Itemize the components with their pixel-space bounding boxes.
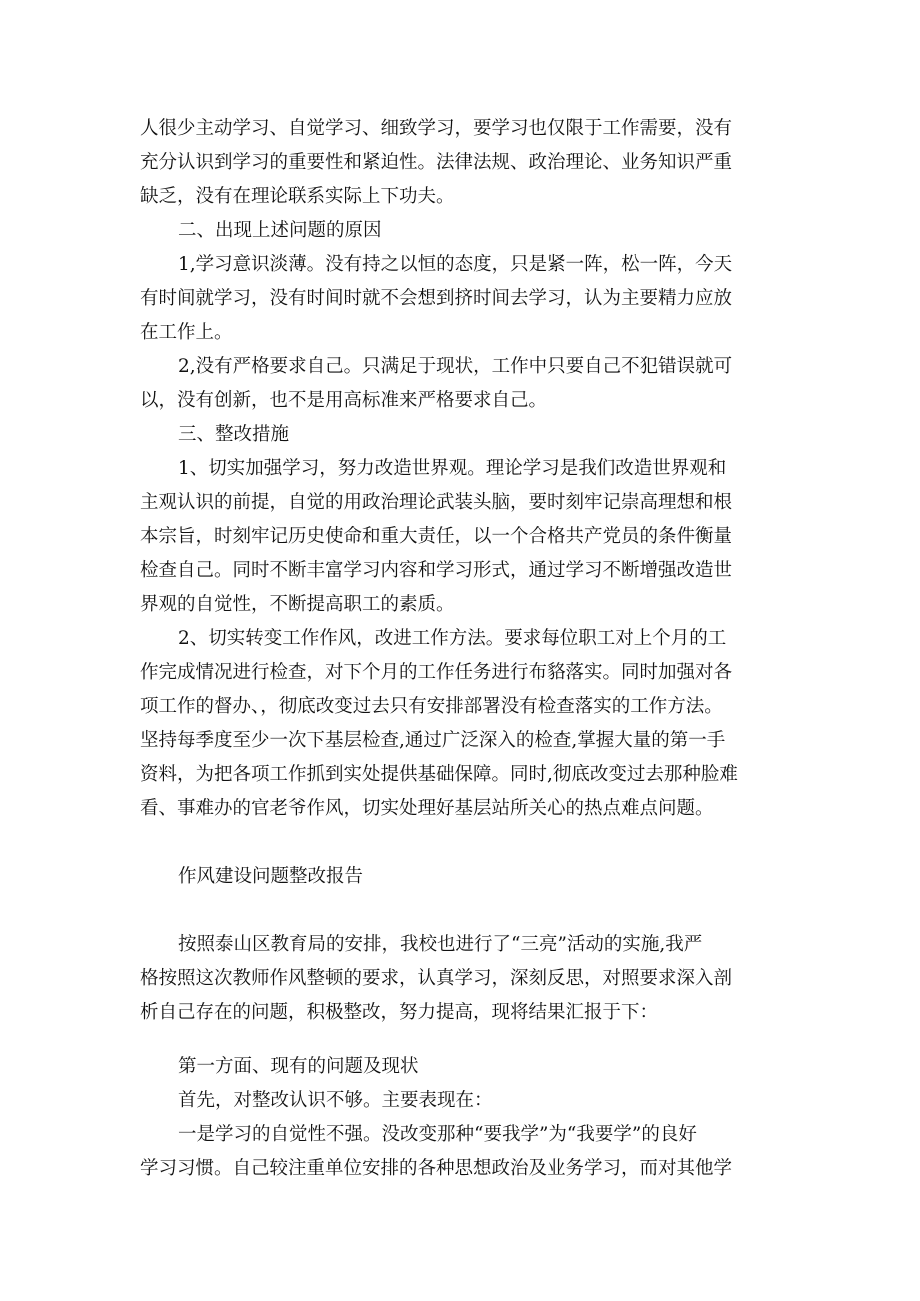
section-heading: 三、整改措施 [178,424,290,445]
text-line: 主观认识的前提，自觉的用政治理论武装头脑，要时刻牢记崇高理想和根 [140,492,733,513]
text-line: 坚持每季度至少一次下基层检查,通过广泛深入的检查,掌握大量的第一手 [140,730,726,751]
text-line: 2,没有严格要求自己。只满足于现状，工作中只要自己不犯错误就可 [178,356,733,377]
text-line: 作完成情况进行检查，对下个月的工作任务进行布貉落实。同时加强对各 [140,662,733,683]
text-line: 析自己存在的问题，积极整改，努力提高，现将结果汇报于下： [140,1002,659,1023]
text-line: 2、切实转变工作作风，改进工作方法。要求每位职工对上个月的工 [178,628,727,649]
text-line: 充分认识到学习的重要性和紧迫性。法律法规、政治理论、业务知识严重 [140,152,733,173]
text-line: 首先，对整改认识不够。主要表现在： [178,1090,493,1111]
text-line: 界观的自觉性，不断提高职工的素质。 [140,594,455,615]
text-line: 1,学习意识淡薄。没有持之以恒的态度，只是紧一阵，松一阵，今天 [178,254,733,275]
text-line: 项工作的督办、，彻底改变过去只有安排部署没有检查落实的工作方法。 [140,696,723,717]
text-line: 格按照这次教师作风整顿的要求，认真学习，深刻反思，对照要求深入剖 [140,968,733,989]
text-line: 按照泰山区教育局的安排，我校也进行了“三亮”活动的实施,我严 [178,934,703,955]
text-line: 以，没有创新，也不是用高标准来严格要求自己。 [140,390,548,411]
text-line: 在工作上。 [140,322,233,343]
section-heading: 二、出现上述问题的原因 [178,220,382,241]
text-line: 本宗旨，时刻牢记历史使命和重大责任，以一个合格共产党员的条件衡量 [140,526,733,547]
text-line: 有时间就学习，没有时间时就不会想到挤时间去学习，认为主要精力应放 [140,288,733,309]
text-line: 看、事难办的官老爷作风，切实处理好基层站所关心的热点难点问题。 [140,798,714,819]
report-title: 作风建设问题整改报告 [178,866,364,887]
text-line: 人很少主动学习、自觉学习、细致学习，要学习也仅限于工作需要，没有 [140,118,733,139]
text-line: 资料，为把各项工作抓到实处提供基础保障。同时,彻底改变过去那种脸难 [140,764,738,785]
text-line: 检查自己。同时不断丰富学习内容和学习形式，通过学习不断增强改造世 [140,560,733,581]
text-line: 1、切实加强学习，努力改造世界观。理论学习是我们改造世界观和 [178,458,727,479]
text-line: 学习习惯。自己较注重单位安排的各种思想政治及业务学习，而对其他学 [140,1158,733,1179]
section-heading: 第一方面、现有的问题及现状 [178,1056,419,1077]
text-line: 一是学习的自觉性不强。没改变那种“要我学”为“我要学”的良好 [178,1124,697,1145]
text-line: 缺乏，没有在理论联系实际上下功夫。 [140,186,455,207]
